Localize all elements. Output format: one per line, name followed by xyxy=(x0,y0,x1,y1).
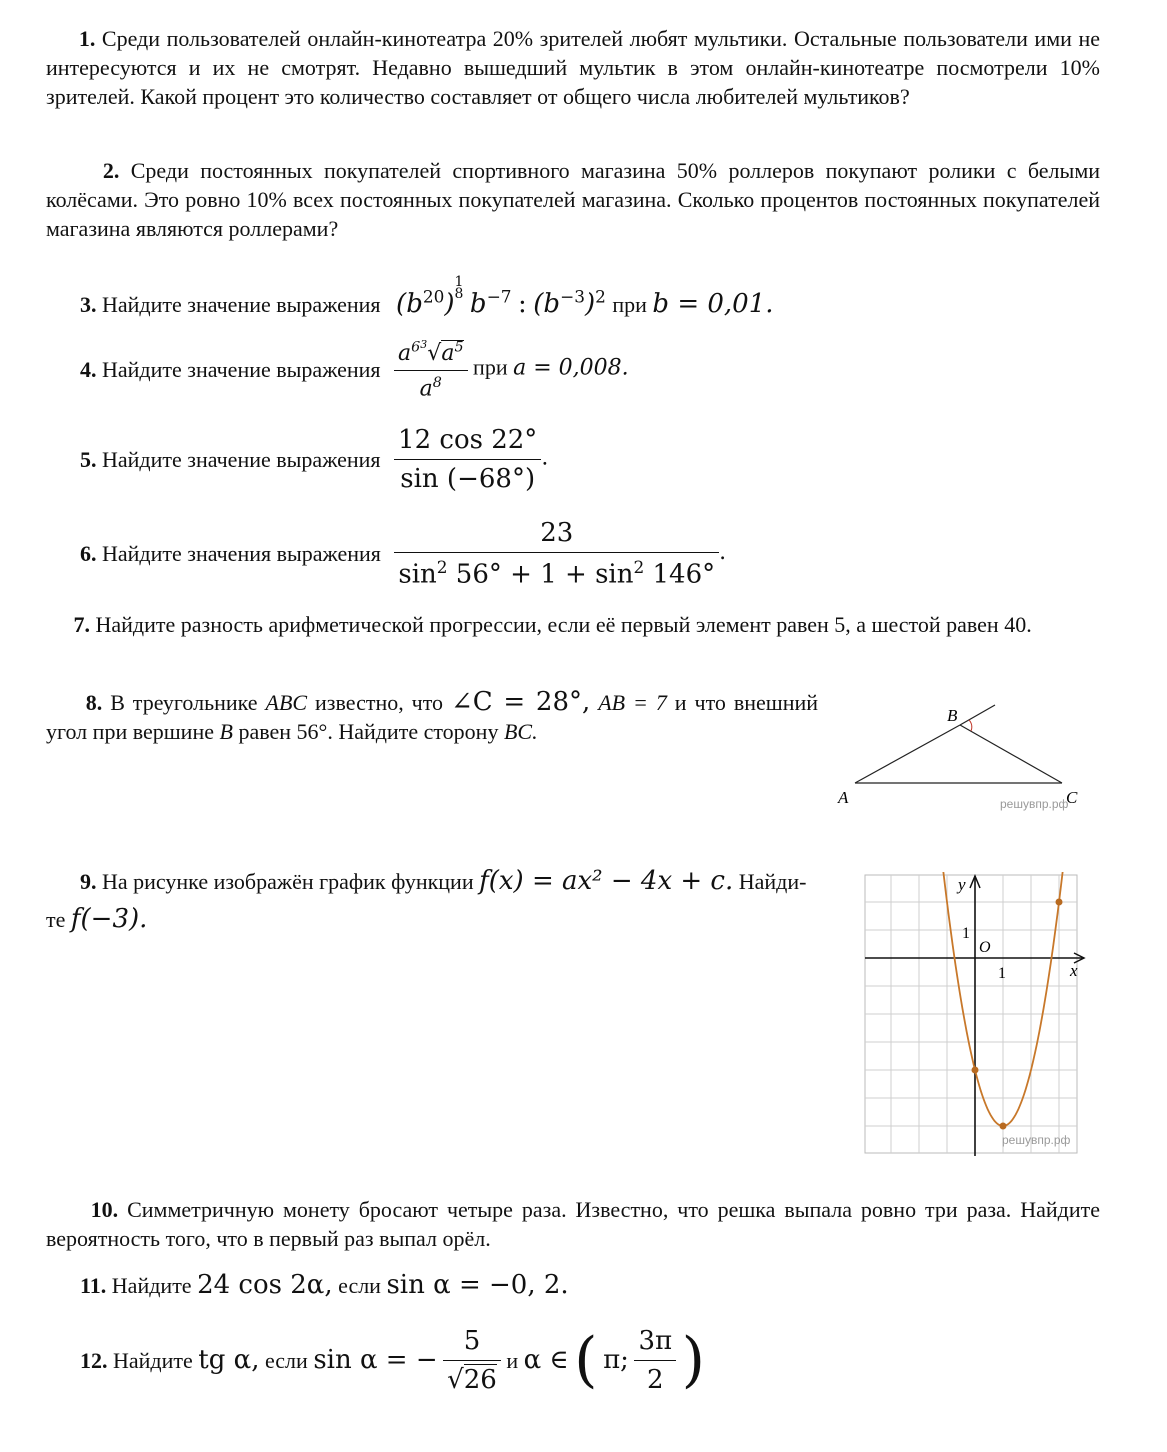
problem-number: 12. xyxy=(80,1348,108,1373)
sin-fraction xyxy=(443,1326,501,1395)
problem-number: 4. xyxy=(80,356,97,382)
math-expr: AB = 7 xyxy=(598,690,667,715)
problem-number: 6. xyxy=(80,540,97,566)
expression-fraction: $\frac{a^{63}√a^5}{a^8}$ xyxy=(394,338,468,401)
problem-4 xyxy=(80,338,629,401)
problem-text: Среди пользователей онлайн-кинотеатра 20% зрителей любят мультики. Остальные пользователи ими не интересуются и их не смотрят. Недавно вышедший мультик в этом онлайн-кинотеатре посмотрели 10% зрителей. Какой процент это количество составляет от общего числа любителей мультиков? xyxy=(46,26,1101,109)
problem-9-line2 xyxy=(46,904,147,934)
expression-fraction xyxy=(394,518,719,590)
expression: $(b^{20})^{1 8}$ $b^{-7}$ : $(b^{-3})^2$ xyxy=(396,274,606,319)
problem-lead: Найдите xyxy=(113,1348,193,1373)
problem-value: a = 0,008. xyxy=(513,355,629,381)
y-axis-label: y xyxy=(958,875,966,894)
math-expr: sin α = − xyxy=(313,1345,438,1375)
problem-lead: Найдите значения выражения xyxy=(102,540,381,566)
problem-lead: Найдите значение выражения xyxy=(102,446,381,472)
vertex-point xyxy=(1000,1123,1007,1130)
problem-text: известно, что xyxy=(315,690,444,715)
problem-text: и xyxy=(506,1348,519,1373)
problem-12: 12. Найдите tg α, если sin α = − $\frac{5}{√26}$ и α ∈ ( π; $\frac{3\pi}{2}$ ) xyxy=(80,1325,706,1395)
problem-number: 10. xyxy=(90,1197,119,1222)
math-expr: ∠C = 28°, xyxy=(451,687,591,717)
problem-text: и что внешний угол при вершине xyxy=(46,690,819,744)
problem-7 xyxy=(46,610,1100,639)
math-expr: 24 cos 2α, xyxy=(197,1270,333,1300)
point-on-curve xyxy=(972,1067,979,1074)
expression-fraction xyxy=(394,425,541,494)
problem-number: 9. xyxy=(80,869,97,894)
problem-at: при xyxy=(473,354,508,380)
problem-text: те xyxy=(46,907,66,932)
problem-at: при xyxy=(612,292,647,317)
problem-lead: Найдите значение выражения xyxy=(102,292,381,317)
problem-text: Симметричную монету бросают четыре раза. Известно, что решка выпала ровно три раза. Найдите вероятность того, что в первый раз выпал орёл. xyxy=(46,1197,1101,1251)
problem-9 xyxy=(80,866,806,896)
problem-text: если xyxy=(264,1348,308,1373)
math-var: ABC xyxy=(265,690,308,715)
interval-fraction xyxy=(634,1326,676,1395)
watermark: решувпр.рф xyxy=(1002,1133,1071,1147)
problem-text: равен 56°. Найдите сторону xyxy=(238,719,499,744)
problem-10 xyxy=(46,1195,1100,1253)
problem-lead: На рисунке изображён график функции xyxy=(102,869,474,894)
y-unit-label: 1 xyxy=(962,925,970,942)
watermark: решувпр.рф xyxy=(1000,797,1069,811)
problem-number: 1. xyxy=(78,26,96,51)
problem-number: 7. xyxy=(73,612,90,637)
math-expr: f(−3). xyxy=(70,904,148,934)
point-on-curve xyxy=(1056,899,1063,906)
problem-5: 5. Найдите значение выражения $\frac{12 \cos 22^\circ}{\sin (-68^\circ)}$ . xyxy=(80,425,549,494)
problem-number: 2. xyxy=(102,158,120,183)
vertex-b-label: B xyxy=(947,706,958,725)
side-ab xyxy=(855,725,960,783)
angle-arc xyxy=(969,720,972,731)
extension-line xyxy=(960,705,995,725)
problem-text: Найди- xyxy=(738,869,807,894)
problem-text: В треугольнике xyxy=(110,690,258,715)
denominator: sin (−68°) xyxy=(394,459,541,494)
x-unit-label: 1 xyxy=(998,965,1006,982)
problem-1 xyxy=(46,24,1100,111)
denominator: $\sin^2 56^\circ + 1 + \sin^2 146^\circ$ xyxy=(394,552,719,590)
problem-number: 8. xyxy=(85,690,103,715)
numerator: 5 xyxy=(463,1325,481,1356)
problem-text: Среди постоянных покупателей спортивного магазина 50% роллеров покупают ролики с белыми колёсами. Это ровно 10% всех постоянных покупателей магазина. Сколько процентов постоянных покупателей магазина являются роллерами? xyxy=(46,158,1101,241)
numerator: 23 xyxy=(540,518,574,548)
numerator: 3π xyxy=(638,1325,673,1356)
math-expr: sin α = −0, 2. xyxy=(386,1270,569,1300)
math-var: B xyxy=(219,719,233,744)
vertex-a-label: A xyxy=(838,788,849,807)
numerator: 12 cos 22° xyxy=(398,425,538,455)
problem-number: 11. xyxy=(80,1273,107,1298)
problem-number: 3. xyxy=(80,292,97,317)
problem-3 xyxy=(80,276,774,319)
triangle-figure xyxy=(830,695,1100,820)
problem-8 xyxy=(46,688,818,746)
grid xyxy=(865,875,1077,1153)
problem-11 xyxy=(80,1270,569,1300)
denominator: 2 xyxy=(634,1360,676,1395)
origin-label: O xyxy=(979,939,991,956)
radicand: 26 xyxy=(463,1364,497,1395)
problem-lead: Найдите xyxy=(111,1273,192,1298)
problem-number: 5. xyxy=(80,446,97,472)
math-var: BC. xyxy=(503,719,538,744)
side-bc xyxy=(960,725,1062,783)
math-expr: tg α, xyxy=(198,1345,260,1375)
problem-value: b = 0,01. xyxy=(652,289,774,319)
problem-2 xyxy=(46,156,1100,243)
function-expression: f(x) = ax² − 4x + c. xyxy=(479,866,734,896)
math-expr: α ∈ xyxy=(523,1345,569,1375)
problem-lead: Найдите значение выражения xyxy=(102,356,381,382)
denominator: √26 xyxy=(443,1360,501,1395)
parabola-graph xyxy=(862,872,1090,1156)
problem-6: 6. Найдите значения выражения $\frac{23}{\sin^2 56^\circ + 1 + \sin^2 146^\circ}$ . xyxy=(80,518,727,590)
x-axis-label: x xyxy=(1070,961,1078,980)
vertex-c-label: C xyxy=(1066,788,1078,807)
problem-text: Найдите разность арифметической прогрессии, если её первый элемент равен 5, а шестой равен 40. xyxy=(95,612,1032,637)
math-expr: π; xyxy=(603,1345,629,1375)
problem-text: если xyxy=(338,1273,381,1298)
